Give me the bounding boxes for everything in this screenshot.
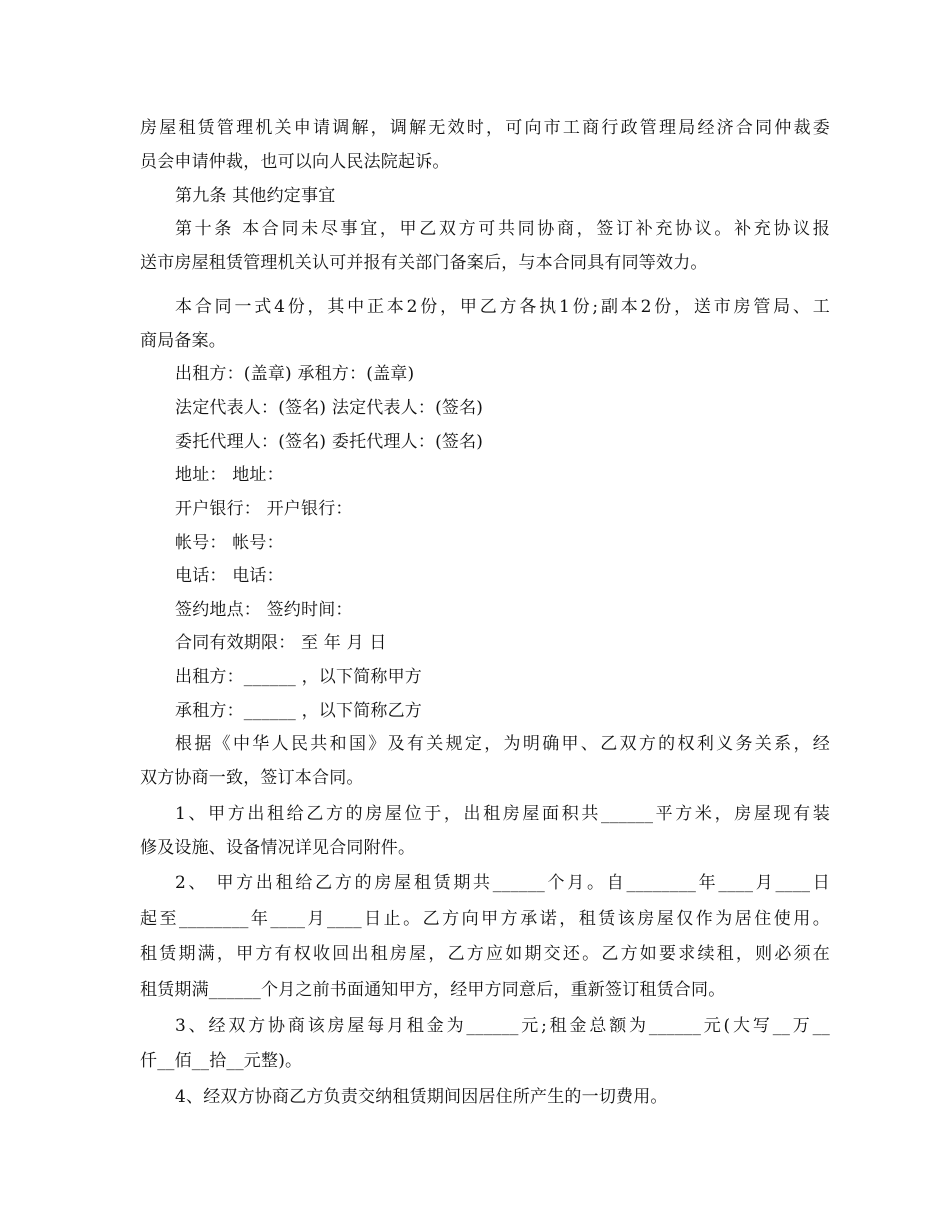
phone-line: 电话： 电话： — [175, 566, 284, 586]
lessor-lessee-seal-line: 出租方：(盖章) 承租方：(盖章) — [175, 364, 415, 384]
clause-2-line-1: 2、 甲方出租给乙方的房屋租赁期共______个月。自________年____月____日 — [175, 873, 830, 893]
copies-line-1: 本合同一式4份，其中正本2份，甲乙方各执1份;副本2份，送市房管局、工 — [175, 297, 830, 317]
clause-3-line-2: 仟__佰__拾__元整)。 — [140, 1051, 303, 1071]
preamble-line-1: 根据《中华人民共和国》及有关规定，为明确甲、乙双方的权利义务关系，经 — [175, 734, 830, 754]
lessee-party-b-line: 承租方：______ ，以下简称乙方 — [175, 701, 423, 721]
clause-4-line: 4、经双方协商乙方负责交纳租赁期间因居住所产生的一切费用。 — [175, 1087, 668, 1107]
paragraph-line-1: 房屋租赁管理机关申请调解，调解无效时，可向市工商行政管理局经济合同仲裁委 — [140, 118, 830, 138]
clause-2-line-3: 租赁期满，甲方有权收回出租房屋，乙方应如期交还。乙方如要求续租，则必须在 — [140, 944, 830, 964]
clause-1-line-1: 1、甲方出租给乙方的房屋位于，出租房屋面积共______平方米，房屋现有装 — [175, 804, 830, 824]
address-line: 地址： 地址： — [175, 465, 284, 485]
lessor-party-a-line: 出租方：______ ，以下简称甲方 — [175, 667, 423, 687]
clause-1-line-2: 修及设施、设备情况详见合同附件。 — [140, 838, 416, 858]
copies-line-2: 商局备案。 — [140, 331, 226, 351]
article-10-line-1: 第十条 本合同未尽事宜，甲乙双方可共同协商，签订补充协议。补充协议报 — [175, 219, 830, 239]
bank-line: 开户银行： 开户银行： — [175, 499, 353, 519]
signing-place-time-line: 签约地点： 签约时间： — [175, 600, 353, 620]
authorized-agent-line: 委托代理人：(签名) 委托代理人：(签名) — [175, 432, 484, 452]
paragraph-line-2: 员会申请仲裁，也可以向人民法院起诉。 — [140, 152, 450, 172]
account-line: 帐号： 帐号： — [175, 533, 284, 553]
validity-period-line: 合同有效期限： 至 年 月 日 — [175, 633, 387, 653]
clause-2-line-2: 起至________年____月____日止。乙方向甲方承诺，租赁该房屋仅作为居住使用。 — [140, 909, 830, 929]
preamble-line-2: 双方协商一致，签订本合同。 — [140, 768, 364, 788]
clause-3-line-1: 3、经双方协商该房屋每月租金为______元;租金总额为______元(大写__万__ — [175, 1016, 830, 1036]
clause-2-line-4: 租赁期满______个月之前书面通知甲方，经甲方同意后，重新签订租赁合同。 — [140, 980, 726, 1000]
article-10-line-2: 送市房屋租赁管理机关认可并报有关部门备案后，与本合同具有同等效力。 — [140, 253, 708, 273]
article-9-heading: 第九条 其他约定事宜 — [175, 186, 336, 206]
legal-representative-line: 法定代表人：(签名) 法定代表人：(签名) — [175, 398, 484, 418]
